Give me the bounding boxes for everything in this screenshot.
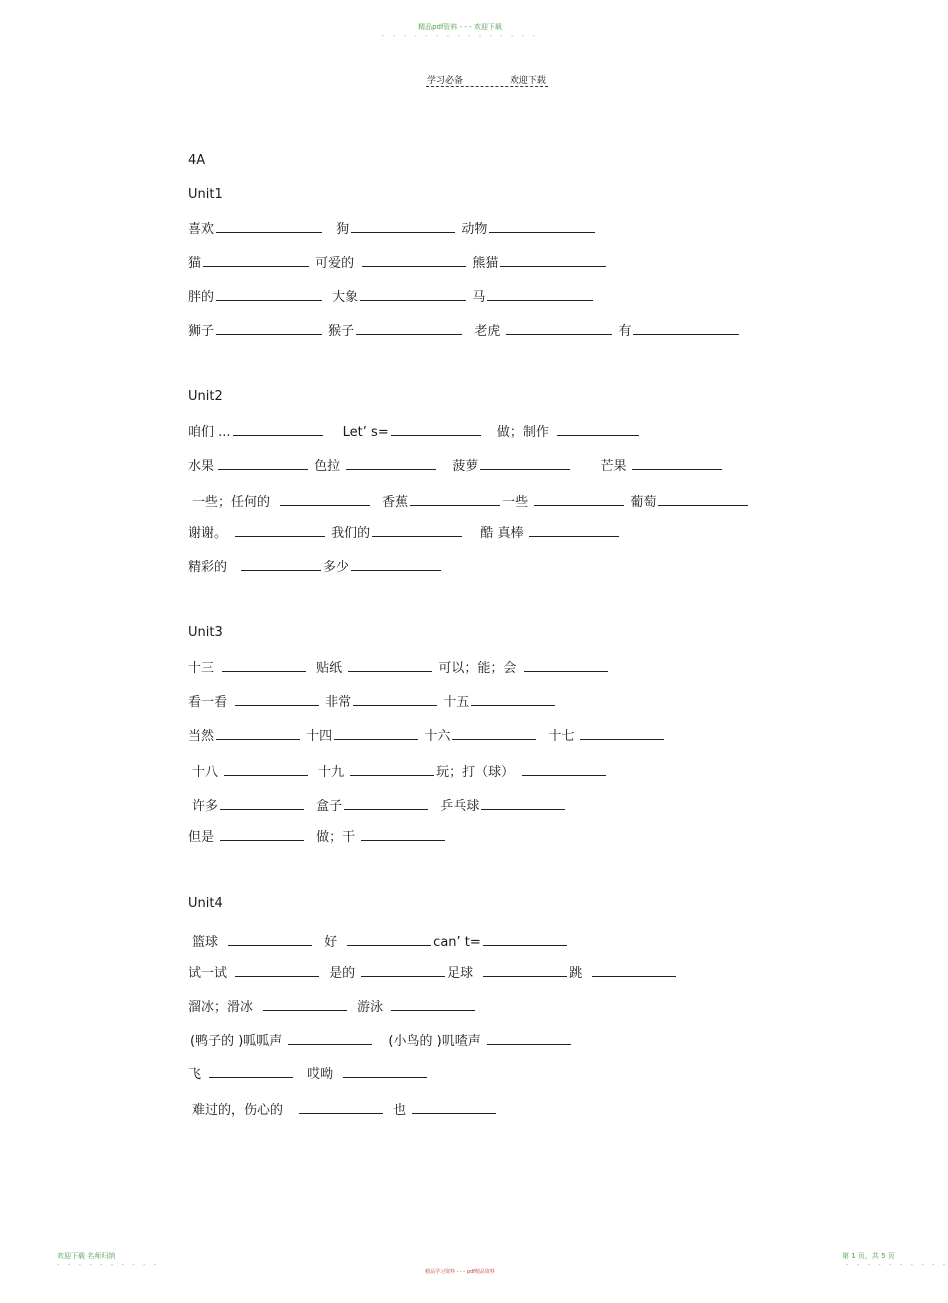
answer-blank[interactable] [356,323,462,335]
answer-blank[interactable] [353,694,437,706]
word: 飞 [188,1067,202,1082]
answer-blank[interactable] [391,424,481,436]
word: 酷 真棒 [480,526,524,541]
word: 老虎 [474,324,501,339]
word: 看一看 [188,695,228,710]
page-header [427,73,546,86]
answer-blank[interactable] [216,728,300,740]
answer-blank[interactable] [344,798,428,810]
word: 猴子 [328,324,355,339]
word: can’ t= [433,935,481,950]
unit4-title: Unit4 [188,896,223,911]
answer-blank[interactable] [362,255,466,267]
word: 喜欢 [188,222,215,237]
unit4-row1 [192,931,569,950]
grade-title: 4A [188,153,206,168]
word: 足球 [447,966,474,981]
word: 十八 [192,765,219,780]
page-number: 第 1 页，共 5 页 [842,1252,895,1260]
word: 十三 [188,661,215,676]
answer-blank[interactable] [218,458,308,470]
word: 也 [393,1103,407,1118]
word: Let’ s= [342,425,389,440]
footer-left: 欢迎下载 名师归纳 [57,1252,116,1260]
answer-blank[interactable] [348,660,432,672]
answer-blank[interactable] [487,1033,571,1045]
word: 做；制作 [496,425,549,440]
word: 一些；任何的 [192,495,271,510]
word: 贴纸 [316,661,343,676]
unit4-row6 [192,1099,498,1118]
word: 篮球 [192,935,219,950]
word: 动物 [461,222,488,237]
word: 哎呦 [307,1067,334,1082]
word: 有 [618,324,632,339]
unit4-row3 [188,996,477,1015]
unit3-row4 [192,761,608,780]
answer-blank[interactable] [633,323,739,335]
word: 好 [324,935,338,950]
answer-blank[interactable] [216,323,322,335]
answer-blank[interactable] [334,728,418,740]
unit3-row1 [188,657,610,676]
header-right: 欢迎下载 [509,76,546,86]
answer-blank[interactable] [209,1066,293,1078]
word: 难过的，伤心的 [192,1103,284,1118]
word: 溜冰；滑冰 [188,1000,254,1015]
top-banner: 精品pdf资料 - - - 欢迎下载 [418,23,502,31]
header-divider [426,86,548,87]
answer-blank[interactable] [506,323,612,335]
word: (鸭子的 )呱呱声 [190,1034,283,1049]
word: 葡萄 [630,495,657,510]
word: 胖的 [188,290,215,305]
answer-blank[interactable] [233,424,323,436]
word: 一些 [502,495,529,510]
word: 可以；能；会 [438,661,517,676]
word: 试一试 [188,966,228,981]
word: 当然 [188,729,215,744]
word: 马 [472,290,486,305]
word: 十七 [548,729,575,744]
answer-blank[interactable] [235,965,319,977]
word: 许多 [192,799,219,814]
unit2-row2 [188,455,724,474]
answer-blank[interactable] [263,999,347,1011]
word: 乒乓球 [440,799,480,814]
answer-blank[interactable] [343,1066,427,1078]
answer-blank[interactable] [241,559,321,571]
unit3-row3 [188,725,666,744]
answer-blank[interactable] [529,525,619,537]
word: 狮子 [188,324,215,339]
answer-blank[interactable] [489,221,595,233]
word: 谢谢。 [188,526,228,541]
answer-blank[interactable] [361,829,445,841]
top-dots: - - - - - - - - - - - - - - - [381,32,539,40]
answer-blank[interactable] [487,289,593,301]
word: 十九 [318,765,345,780]
answer-blank[interactable] [410,494,500,506]
word: 游泳 [357,1000,384,1015]
answer-blank[interactable] [480,458,570,470]
word: 大象 [332,290,359,305]
unit4-row5 [188,1063,429,1082]
answer-blank[interactable] [580,728,664,740]
word: 咱们 ... [188,425,231,440]
answer-blank[interactable] [481,798,565,810]
unit3-row6 [188,826,447,845]
answer-blank[interactable] [534,494,624,506]
unit1-title: Unit1 [188,187,223,202]
answer-blank[interactable] [224,764,308,776]
answer-blank[interactable] [412,1102,496,1114]
word: 水果 [188,459,215,474]
answer-blank[interactable] [592,965,676,977]
answer-blank[interactable] [347,934,431,946]
answer-blank[interactable] [632,458,722,470]
answer-blank[interactable] [350,764,434,776]
word: 熊猫 [472,256,499,271]
answer-blank[interactable] [222,660,306,672]
answer-blank[interactable] [346,458,436,470]
answer-blank[interactable] [280,494,370,506]
unit3-title: Unit3 [188,625,223,640]
answer-blank[interactable] [452,728,536,740]
header-left: 学习必备 [427,76,464,86]
word: 十六 [424,729,451,744]
unit1-row1 [188,218,597,237]
word: 十四 [306,729,333,744]
word: 是的 [329,966,356,981]
unit2-row4 [188,522,621,541]
unit3-row5 [192,795,567,814]
answer-blank[interactable] [299,1102,383,1114]
footer-dots-left: - - - - - - - - - - [57,1261,160,1269]
word: 猫 [188,256,202,271]
answer-blank[interactable] [391,999,475,1011]
word: 菠萝 [452,459,479,474]
unit1-row3 [188,286,595,305]
word: 跳 [569,966,583,981]
word: (小鸟的 )叽喳声 [388,1034,481,1049]
unit4-row4 [190,1030,573,1049]
answer-blank[interactable] [220,798,304,810]
footer-dots-right: - - - - - - - - - - [846,1261,948,1269]
word: 色拉 [314,459,341,474]
answer-blank[interactable] [372,525,462,537]
answer-blank[interactable] [216,221,322,233]
answer-blank[interactable] [235,525,325,537]
unit1-row4 [188,320,741,339]
answer-blank[interactable] [483,965,567,977]
answer-blank[interactable] [360,289,466,301]
answer-blank[interactable] [524,660,608,672]
word: 做；干 [316,830,356,845]
word: 但是 [188,830,215,845]
word: 芒果 [600,459,627,474]
answer-blank[interactable] [228,934,312,946]
answer-blank[interactable] [235,694,319,706]
unit2-row1 [188,421,641,440]
answer-blank[interactable] [220,829,304,841]
word: 多少 [323,560,350,575]
answer-blank[interactable] [351,559,441,571]
answer-blank[interactable] [361,965,445,977]
answer-blank[interactable] [471,694,555,706]
answer-blank[interactable] [658,494,748,506]
footer-center: 精品学习资料 - - - pdf精品资料 [425,1269,495,1275]
word: 可爱的 [315,256,355,271]
word: 玩；打（球） [436,765,515,780]
word: 十五 [443,695,470,710]
word: 狗 [336,222,350,237]
unit4-row2 [188,962,678,981]
answer-blank[interactable] [216,289,322,301]
unit1-row2 [188,252,608,271]
word: 非常 [325,695,352,710]
word: 我们的 [331,526,371,541]
word: 精彩的 [188,560,228,575]
answer-blank[interactable] [351,221,455,233]
answer-blank[interactable] [557,424,639,436]
answer-blank[interactable] [288,1033,372,1045]
unit2-row3 [192,491,750,510]
answer-blank[interactable] [483,934,567,946]
answer-blank[interactable] [203,255,309,267]
word: 盒子 [316,799,343,814]
word: 香蕉 [382,495,409,510]
unit3-row2 [188,691,557,710]
answer-blank[interactable] [500,255,606,267]
unit2-row5 [188,556,443,575]
unit2-title: Unit2 [188,389,223,404]
answer-blank[interactable] [522,764,606,776]
